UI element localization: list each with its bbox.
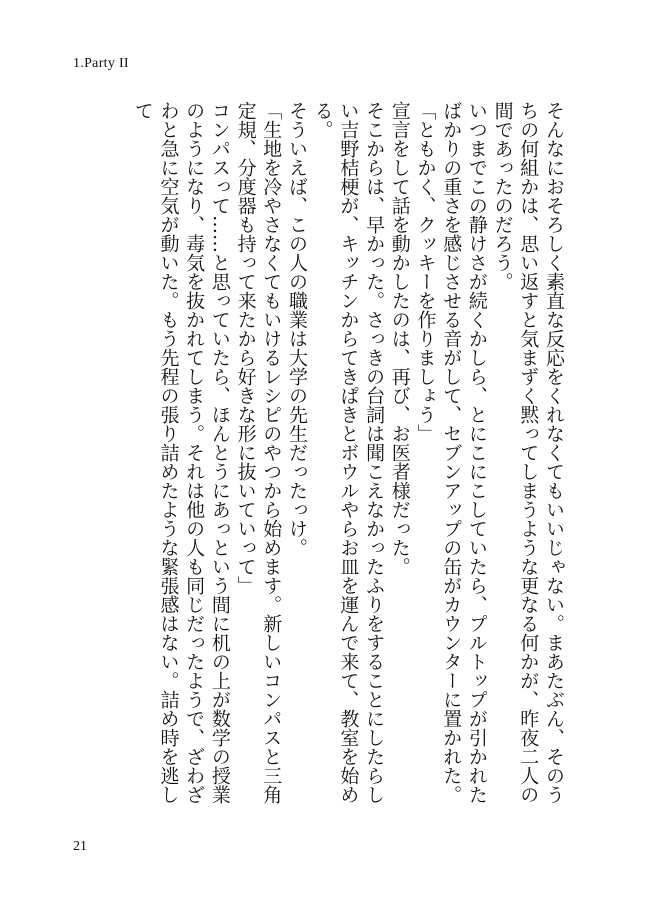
- paragraph-8: コンパスって……と思っていたら、ほんとうにあっという間に机の上が数学の授業のようになり、毒気を抜かれてしまう。それは他の人も同じだったようで、ざわざわと急に空気が動いた。もう先程の張り詰めたような緊張感はない。詰め時を逃して: [131, 101, 231, 804]
- paragraph-4: 宣言をして話を動かしたのは、再び、お医者様だった。: [388, 101, 411, 576]
- paragraph-7: 「生地を冷やさなくてもいけるレシピのやつから始めます。新しいコンパスと三角定規、分度器も持って来たから好きな形に抜いていって」: [234, 101, 283, 804]
- paragraph-3: 「ともかく、クッキーを作りましょう」: [414, 101, 437, 443]
- paragraph-2: いつまでこの静けさが続くかしら、とにこにこしていたら、プルトップが引かれたばかりの重さを感じさせる音がして、セブンアップの缶がカウンターに置かれた。: [440, 101, 488, 804]
- paragraph-5: そこからは、早かった。さっきの台詞は聞こえなかったふりをすることにしたらしい吉野桔梗が、キッチンからてきぱきとボウルやらお皿を運んで来て、教室を始める。: [311, 101, 386, 804]
- vertical-body-text: [72, 101, 566, 817]
- page-number: 21: [73, 839, 87, 854]
- chapter-header: 1.Party II: [73, 56, 129, 71]
- paragraph-6: そういえば、この人の職業は大学の先生だったっけ。: [285, 101, 308, 557]
- paragraph-1: そんなにおそろしく素直な反応をくれなくてもいいじゃない。まあたぶん、そのうちの何組かは、思い返すと気まずく黙ってしまうような更なる何かが、昨夜二人の間であったのだろう。: [491, 101, 565, 804]
